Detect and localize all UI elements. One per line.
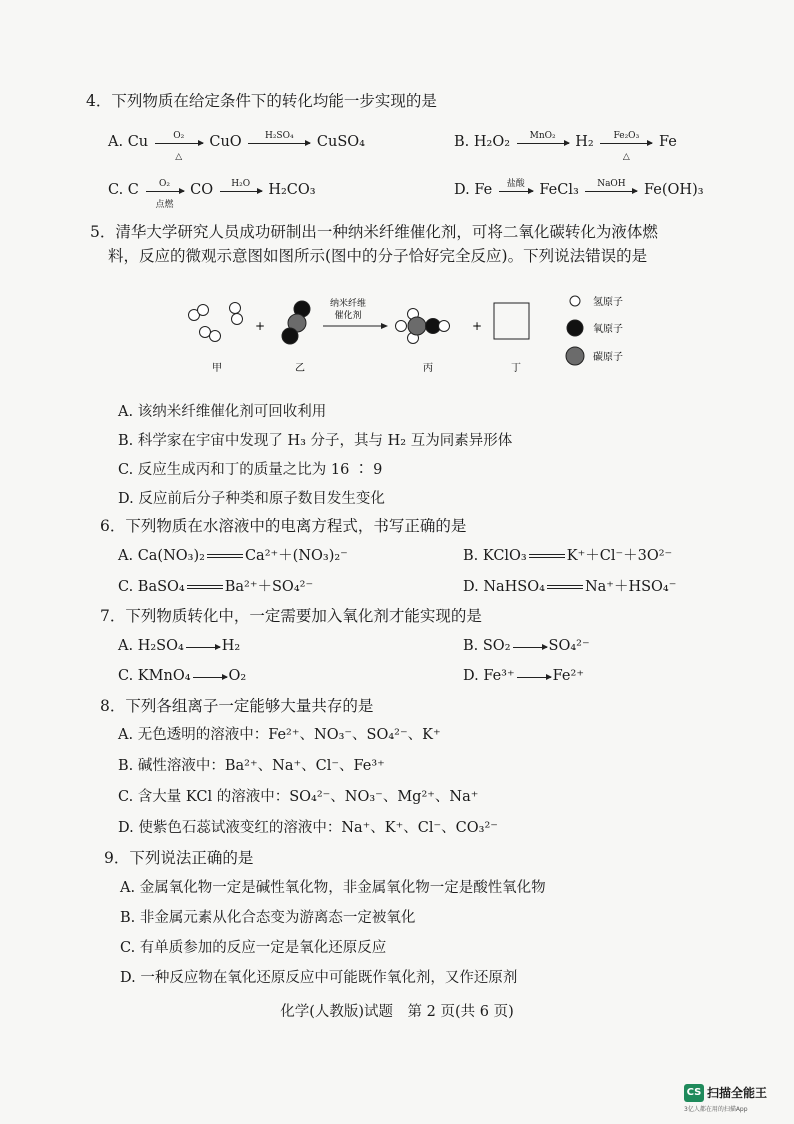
q4-d-product-2: Fe(OH)₃: [644, 182, 704, 198]
q7-option-c: [118, 666, 246, 686]
q6-stem: 6．下列物质在水溶液中的电离方程式，书写正确的是: [100, 517, 467, 535]
q7-c-arrow: [193, 675, 227, 678]
label-ding: 丁: [511, 363, 521, 374]
q4-stem: 4．下列物质在给定条件下的转化均能一步实现的是: [86, 92, 437, 110]
q7-stem: 7．下列物质转化中，一定需要加入氧化剂才能实现的是: [100, 607, 482, 625]
q5-stem-line-2: 料，反应的微观示意图如图所示(图中的分子恰好完全反应)。下列说法错误的是: [108, 247, 648, 265]
q7-d-right: Fe²⁺: [552, 668, 584, 684]
q7-b-right: SO₄²⁻: [548, 638, 590, 654]
q6-option-b: [463, 546, 672, 566]
label-yi: 乙: [295, 363, 305, 374]
q4-a-arrow-2: [248, 130, 310, 144]
q4-b-arrow-1: [517, 130, 569, 144]
q4-c-arrow-1-cond: O₂: [159, 178, 170, 189]
q8-option-b: B. 碱性溶液中：Ba²⁺、Na⁺、Cl⁻、Fe³⁺: [118, 758, 385, 774]
reaction-microscopic-diagram: [185, 295, 645, 380]
hydrogen-atom-icon: [570, 296, 580, 306]
q4-c-arrow-1-ignite: 点燃: [155, 199, 174, 210]
q8-option-a: A. 无色透明的溶液中：Fe²⁺、NO₃⁻、SO₄²⁻、K⁺: [118, 727, 441, 743]
q5-option-d: D. 反应前后分子种类和原子数目发生变化: [118, 491, 385, 507]
legend-hydrogen: 氢原子: [593, 297, 623, 308]
q6-a-left: A. Ca(NO₃)₂: [118, 548, 205, 564]
q7-d-left: D. Fe³⁺: [463, 668, 515, 684]
camscanner-logo-icon: CS: [684, 1084, 704, 1102]
q5-option-a: A. 该纳米纤维催化剂可回收利用: [118, 404, 327, 420]
label-jia: 甲: [212, 363, 222, 374]
q6-option-d: [463, 577, 676, 597]
q4-b-arrow-2-cond: Fe₂O₃: [613, 130, 640, 141]
q4-b-product-2: Fe: [658, 134, 677, 150]
q6-option-c: [118, 577, 313, 597]
label-bing: 丙: [423, 363, 433, 374]
q4-a-arrow-1-heat: △: [175, 151, 183, 162]
q6-b-equals: [529, 554, 565, 558]
atom-legend: [566, 295, 623, 365]
q9-option-d: D. 一种反应物在氧化还原反应中可能既作氧化剂，又作还原剂: [120, 970, 518, 986]
q7-a-right: H₂: [221, 638, 241, 654]
q4-a-product-2: CuSO₄: [316, 134, 365, 150]
q4-d-arrow-1-cond: 盐酸: [506, 178, 525, 189]
q4-d-arrow-2: [585, 178, 637, 192]
q4-c-product-2: H₂CO₃: [268, 182, 316, 198]
q4-d-arrow-1: [499, 178, 533, 192]
q5-option-b: B. 科学家在宇宙中发现了 H₃ 分子，其与 H₂ 互为同素异形体: [118, 433, 513, 449]
q6-b-right: K⁺＋Cl⁻＋3O²⁻: [566, 548, 673, 564]
q6-option-a: [118, 546, 348, 566]
q4-c-reactant: C. C: [108, 182, 139, 198]
q4-option-b: [454, 130, 677, 162]
q4-b-reactant: B. H₂O₂: [454, 134, 511, 150]
q7-a-arrow: [186, 645, 220, 648]
q4-a-arrow-1: [155, 130, 203, 162]
q4-option-c: [108, 178, 316, 210]
catalyst-label-2: 催化剂: [334, 311, 362, 321]
q4-b-arrow-2-heat: △: [622, 151, 630, 162]
q7-option-a: [118, 636, 240, 656]
q4-a-arrow-1-cond: O₂: [173, 130, 185, 141]
plus-sign-2: +: [472, 319, 483, 333]
q4-b-arrow-2: [600, 130, 652, 162]
q4-b-product-1: H₂: [575, 134, 594, 150]
q4-c-arrow-2-cond: H₂O: [231, 178, 251, 189]
q4-d-reactant: D. Fe: [454, 182, 493, 198]
q7-b-arrow: [513, 645, 547, 648]
q5-stem-line-1: 5．清华大学研究人员成功研制出一种纳米纤维催化剂，可将二氧化碳转化为液体燃: [90, 223, 658, 241]
oxygen-atom-icon: [567, 320, 583, 336]
page-footer: 化学(人教版)试题 第 2 页(共 6 页): [280, 1004, 514, 1020]
q4-option-a: [108, 130, 365, 162]
q8-option-d: D. 使紫色石蕊试液变红的溶液中：Na⁺、K⁺、Cl⁻、CO₃²⁻: [118, 820, 498, 836]
legend-oxygen: 氧原子: [593, 324, 623, 335]
q4-b-arrow-1-cond: MnO₂: [529, 130, 556, 141]
molecule-group-jia: [189, 303, 243, 342]
q8-option-c: C. 含大量 KCl 的溶液中：SO₄²⁻、NO₃⁻、Mg²⁺、Na⁺: [118, 789, 479, 805]
q9-option-a: A. 金属氧化物一定是碱性氧化物，非金属氧化物一定是酸性氧化物: [120, 880, 546, 896]
legend-carbon: 碳原子: [593, 352, 623, 363]
q6-c-equals: [187, 585, 223, 589]
reaction-arrow: [323, 323, 388, 329]
q7-option-b: [463, 636, 590, 656]
q4-d-arrow-2-cond: NaOH: [597, 178, 626, 189]
q6-c-left: C. BaSO₄: [118, 579, 185, 595]
q6-b-left: B. KClO₃: [463, 548, 527, 564]
brand-tagline: 3亿人都在用的扫描App: [684, 1105, 748, 1113]
q9-stem: 9．下列说法正确的是: [104, 849, 254, 867]
q7-c-right: O₂: [228, 668, 247, 684]
q4-d-product-1: FeCl₃: [539, 182, 579, 198]
q7-option-d: [463, 666, 584, 686]
scanner-watermark: [684, 1082, 784, 1113]
molecule-bing-methanol: [396, 309, 450, 344]
q5-option-c: C. 反应生成丙和丁的质量之比为 16 ∶ 9: [118, 462, 383, 478]
q4-a-product-1: CuO: [209, 134, 242, 150]
q6-d-left: D. NaHSO₄: [463, 579, 545, 595]
q8-stem: 8．下列各组离子一定能够大量共存的是: [100, 697, 374, 715]
q4-option-d: [454, 180, 704, 200]
q7-a-left: A. H₂SO₄: [118, 638, 184, 654]
q4-c-product-1: CO: [190, 182, 214, 198]
plus-sign-1: +: [255, 319, 266, 333]
q4-c-arrow-1: [146, 178, 184, 210]
q9-option-b: B. 非金属元素从化合态变为游离态一定被氧化: [120, 910, 416, 926]
q9-option-c: C. 有单质参加的反应一定是氧化还原反应: [120, 940, 387, 956]
q7-b-left: B. SO₂: [463, 638, 511, 654]
carbon-atom-icon: [566, 347, 584, 365]
q7-d-arrow: [517, 675, 551, 678]
q6-d-equals: [547, 585, 583, 589]
q4-a-arrow-2-cond: H₂SO₄: [264, 130, 294, 141]
molecule-ding-box: [494, 303, 529, 339]
q6-d-right: Na⁺＋HSO₄⁻: [584, 579, 677, 595]
q4-a-reactant: A. Cu: [108, 134, 149, 150]
q4-c-arrow-2: [220, 178, 262, 192]
brand-name: 扫描全能王: [707, 1086, 768, 1100]
q7-c-left: C. KMnO₄: [118, 668, 191, 684]
q6-a-equals: [207, 554, 243, 558]
molecule-yi-co2: [282, 301, 310, 344]
catalyst-label-1: 纳米纤维: [329, 299, 367, 309]
q6-a-right: Ca²⁺＋(NO₃)₂⁻: [244, 548, 348, 564]
q6-c-right: Ba²⁺＋SO₄²⁻: [224, 579, 314, 595]
